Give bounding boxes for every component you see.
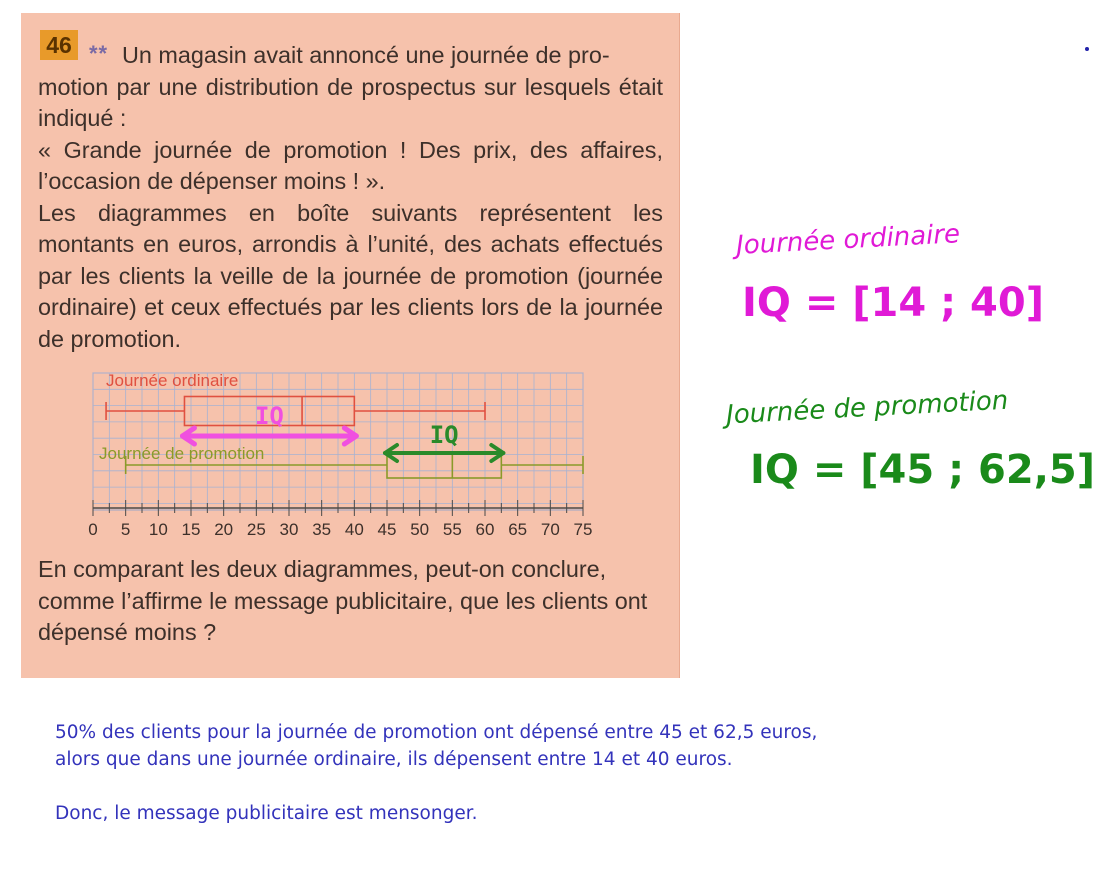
tick-label: 65 (508, 520, 528, 539)
tick-label: 60 (475, 520, 495, 539)
handwritten-ordinary-title: Journée ordinaire (735, 219, 961, 261)
tick-label: 40 (344, 520, 364, 539)
tick-label: 45 (377, 520, 397, 539)
tick-label: 75 (573, 520, 593, 539)
boxplots (99, 371, 583, 478)
tick-label: 20 (214, 520, 234, 539)
exercise-number: 46 (40, 30, 78, 60)
question-text: En comparant les deux diagrammes, peut-on conclure, comme l’affirme le message publicitaire, que les clients ont dépensé moins ? (38, 556, 648, 645)
tick-label: 25 (246, 520, 266, 539)
box-iqr (387, 452, 501, 478)
iq-label: IQ (254, 402, 284, 430)
handwritten-promo-title: Journée de promotion (725, 385, 1009, 431)
x-axis (88, 500, 592, 539)
tick-label: 50 (410, 520, 430, 539)
series-label: Journée ordinaire (106, 371, 239, 390)
conclusion-line-2: alors que dans une journée ordinaire, ils dépensent entre 14 et 40 euros. (55, 749, 733, 770)
tick-label: 15 (181, 520, 201, 539)
tick-label: 70 (540, 520, 560, 539)
statement-paragraph-1: motion par une distribution de prospectus sur lesquels était indiqué : (38, 73, 663, 131)
series-label: Journée de promotion (99, 444, 265, 463)
iq-label: IQ (429, 421, 459, 449)
conclusion-line-1: 50% des clients pour la journée de promotion ont dépensé entre 45 et 62,5 euros, (55, 722, 818, 743)
tick-label: 5 (120, 520, 131, 539)
tick-label: 35 (312, 520, 332, 539)
statement-quote: « Grande journée de promotion ! Des prix, des affaires, l’occasion de dépenser moins ! ». (38, 136, 663, 194)
difficulty-stars: ** (89, 41, 109, 66)
tick-label: 10 (148, 520, 168, 539)
handwritten-promo-iq: IQ = [45 ; 62,5] (750, 447, 1096, 493)
handwritten-ordinary-iq: IQ = [14 ; 40] (742, 280, 1044, 326)
stray-dot (1085, 47, 1089, 51)
statement-paragraph-2: Les diagrammes en boîte suivants représentent les montants en euros, arrondis à l’unité, des achats effectués par les clients la veille de la journée de promotion (journée ordinaire) et ceux effectués par les clients lors de la journée de promotion. (38, 199, 663, 352)
tick-label: 55 (442, 520, 462, 539)
chart-grid (93, 373, 583, 510)
conclusion-text (55, 719, 1055, 827)
tick-label: 0 (88, 520, 98, 539)
statement-line-1: Un magasin avait annoncé une journée de pro- (122, 42, 610, 68)
conclusion-line-3: Donc, le message publicitaire est mensonger. (55, 803, 478, 824)
tick-label: 30 (279, 520, 299, 539)
